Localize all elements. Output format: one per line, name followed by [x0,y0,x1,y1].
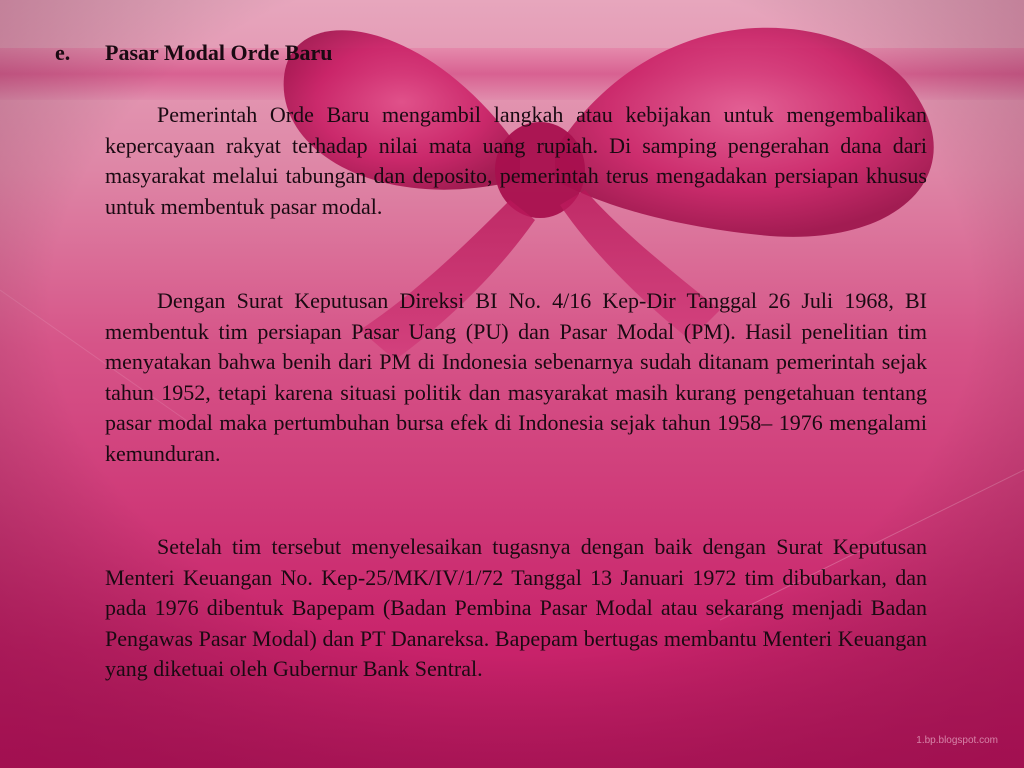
list-marker: e. [55,40,71,65]
section-heading [55,40,333,66]
watermark-text: 1.bp.blogspot.com [916,735,998,746]
paragraph-2: Dengan Surat Keputusan Direksi BI No. 4/16 Kep-Dir Tanggal 26 Juli 1968, BI membentuk tim persiapan Pasar Uang (PU) dan Pasar Modal (PM). Hasil penelitian tim menyatakan bahwa benih dari PM di Indonesia sebenarnya sudah ditanam pemerintah sejak tahun 1952, tetapi karena situasi politik dan masyarakat masih kurang pengetahuan tentang pasar modal maka pertumbuhan bursa efek di Indonesia sejak tahun 1958– 1976 mengalami kemunduran. [105,288,927,466]
section-title: Pasar Modal Orde Baru [105,40,333,65]
paragraph-1: Pemerintah Orde Baru mengambil langkah atau kebijakan untuk mengembalikan kepercayaan rakyat terhadap nilai mata uang rupiah. Di samping pengerahan dana dari masyarakat melalui tabungan dan deposito, pemerintah terus mengadakan persiapan khusus untuk membentuk pasar modal. [105,102,927,219]
paragraph-3: Setelah tim tersebut menyelesaikan tugasnya dengan baik dengan Surat Keputusan Menteri Keuangan No. Kep-25/MK/IV/1/72 Tanggal 13 Januari 1972 tim dibubarkan, dan pada 1976 dibentuk Bapepam (Badan Pembina Pasar Modal atau sekarang menjadi Badan Pengawas Pasar Modal) dan PT Danareksa. Bapepam bertugas membantu Menteri Keuangan yang diketuai oleh Gubernur Bank Sentral. [105,534,927,681]
